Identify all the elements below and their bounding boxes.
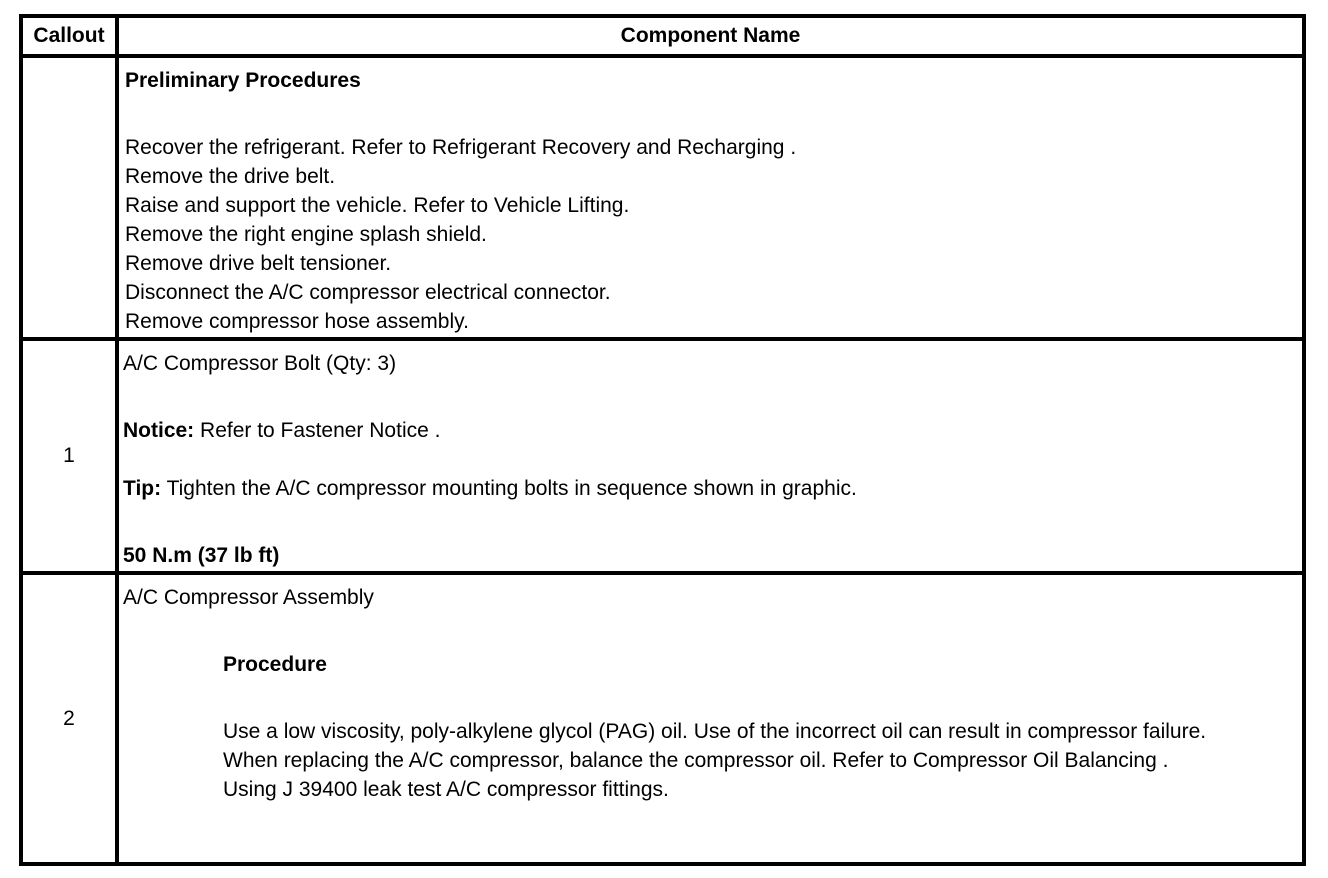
header-callout: Callout: [21, 16, 117, 56]
tip-line: [123, 474, 1302, 503]
procedure-step: Use a low viscosity, poly-alkylene glycol (PAG) oil. Use of the incorrect oil can result in compressor failure.: [223, 720, 1207, 744]
callout-number: 2: [21, 573, 117, 864]
preliminary-step: Remove the right engine splash shield.: [125, 223, 487, 247]
preliminary-step: Remove drive belt tensioner.: [125, 252, 392, 276]
component-table: [19, 14, 1306, 866]
component-name: A/C Compressor Assembly: [123, 586, 374, 610]
table-row: [21, 573, 1304, 864]
table-row: [21, 339, 1304, 574]
preliminary-callout-cell: [21, 56, 117, 339]
procedure-step: When replacing the A/C compressor, balance the compressor oil. Refer to Compressor Oil Balancing .: [223, 749, 1169, 773]
torque-spec: 50 N.m (37 lb ft): [123, 543, 280, 567]
notice-line: [123, 416, 1302, 445]
notice-text: Refer to Fastener Notice .: [194, 418, 441, 442]
component-name: A/C Compressor Bolt (Qty: 3): [123, 351, 397, 375]
procedure-step: Using J 39400 leak test A/C compressor fittings.: [223, 778, 669, 802]
preliminary-step: Remove compressor hose assembly.: [125, 310, 469, 334]
preliminary-step: Remove the drive belt.: [125, 165, 336, 189]
preliminary-title: Preliminary Procedures: [125, 69, 361, 93]
callout-number: 1: [21, 339, 117, 574]
header-component-name: Component Name: [117, 16, 1304, 56]
table-header-row: [21, 16, 1304, 56]
preliminary-procedures-row: [21, 56, 1304, 339]
preliminary-step: Disconnect the A/C compressor electrical connector.: [125, 281, 611, 305]
tip-label: Tip:: [123, 476, 162, 500]
procedure-title: Procedure: [223, 653, 327, 677]
preliminary-content-cell: [117, 56, 1304, 339]
notice-label: Notice:: [123, 418, 195, 442]
component-cell: [117, 573, 1304, 864]
tip-text: Tighten the A/C compressor mounting bolts in sequence shown in graphic.: [161, 476, 857, 500]
preliminary-step: Raise and support the vehicle. Refer to Vehicle Lifting.: [125, 194, 630, 218]
preliminary-step: Recover the refrigerant. Refer to Refrigerant Recovery and Recharging .: [125, 136, 797, 160]
component-cell: [117, 339, 1304, 574]
